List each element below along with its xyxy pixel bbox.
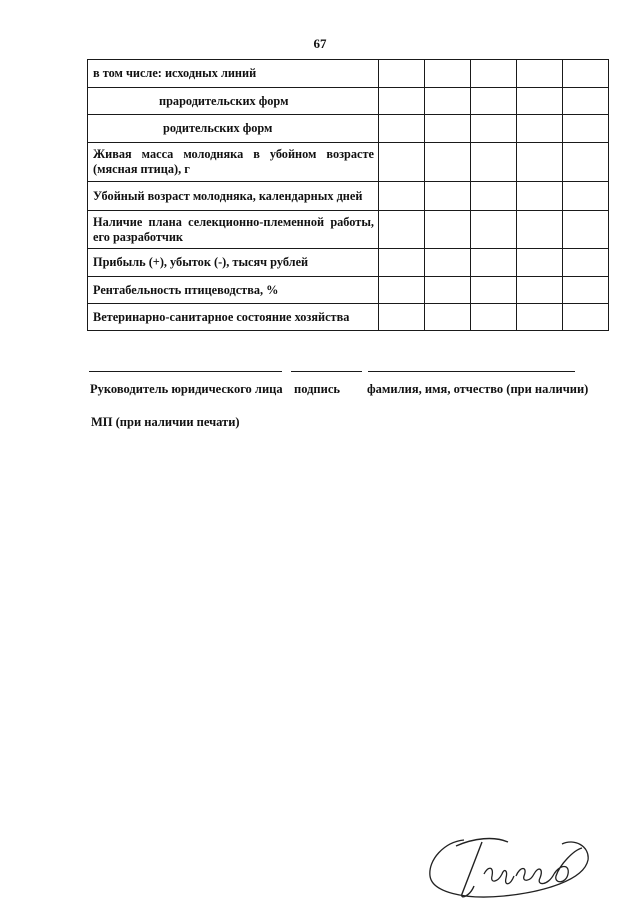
value-cell[interactable] <box>471 304 517 331</box>
name-caption: фамилия, имя, отчество (при наличии) <box>367 382 589 396</box>
value-cell[interactable] <box>425 143 471 182</box>
value-cell[interactable] <box>471 115 517 143</box>
row-label: Наличие плана селекционно-племенной работы, его разработчик <box>88 211 379 249</box>
value-cell[interactable] <box>379 143 425 182</box>
signature-sign-line <box>291 371 362 372</box>
row-label: Убойный возраст молодняка, календарных дней <box>88 182 379 211</box>
value-cell[interactable] <box>563 211 609 249</box>
value-cell[interactable] <box>563 60 609 88</box>
value-cell[interactable] <box>425 115 471 143</box>
table-row <box>88 277 609 304</box>
value-cell[interactable] <box>425 211 471 249</box>
head-caption: Руководитель юридического лица <box>90 382 283 396</box>
value-cell[interactable] <box>379 60 425 88</box>
seal-note: МП (при наличии печати) <box>91 415 240 429</box>
table-row <box>88 143 609 182</box>
value-cell[interactable] <box>471 211 517 249</box>
value-cell[interactable] <box>517 277 563 304</box>
value-cell[interactable] <box>379 277 425 304</box>
table-row <box>88 115 609 143</box>
value-cell[interactable] <box>425 277 471 304</box>
indicators-table <box>87 59 609 331</box>
value-cell[interactable] <box>425 88 471 115</box>
value-cell[interactable] <box>517 304 563 331</box>
value-cell[interactable] <box>517 143 563 182</box>
value-cell[interactable] <box>379 115 425 143</box>
value-cell[interactable] <box>471 143 517 182</box>
value-cell[interactable] <box>517 115 563 143</box>
row-label: в том числе: исходных линий <box>88 60 379 88</box>
value-cell[interactable] <box>471 182 517 211</box>
table-row <box>88 211 609 249</box>
value-cell[interactable] <box>563 277 609 304</box>
value-cell[interactable] <box>563 88 609 115</box>
page-number: 67 <box>313 36 327 51</box>
value-cell[interactable] <box>425 249 471 277</box>
value-cell[interactable] <box>563 143 609 182</box>
name-sign-line <box>368 371 575 372</box>
value-cell[interactable] <box>563 182 609 211</box>
handwritten-signature <box>424 830 594 902</box>
row-label: родительских форм <box>88 115 379 143</box>
value-cell[interactable] <box>517 88 563 115</box>
row-label: прародительских форм <box>88 88 379 115</box>
value-cell[interactable] <box>471 277 517 304</box>
value-cell[interactable] <box>517 60 563 88</box>
value-cell[interactable] <box>379 182 425 211</box>
value-cell[interactable] <box>563 249 609 277</box>
value-cell[interactable] <box>563 304 609 331</box>
head-sign-line <box>89 371 282 372</box>
value-cell[interactable] <box>517 182 563 211</box>
row-label: Живая масса молодняка в убойном возрасте (мясная птица), г <box>88 143 379 182</box>
signature-caption: подпись <box>294 382 340 396</box>
table-row <box>88 249 609 277</box>
table-row <box>88 304 609 331</box>
table-row <box>88 60 609 88</box>
value-cell[interactable] <box>379 304 425 331</box>
value-cell[interactable] <box>517 211 563 249</box>
row-label: Ветеринарно-санитарное состояние хозяйства <box>88 304 379 331</box>
value-cell[interactable] <box>425 182 471 211</box>
indicators-table-body <box>88 60 609 331</box>
value-cell[interactable] <box>563 115 609 143</box>
value-cell[interactable] <box>379 211 425 249</box>
value-cell[interactable] <box>471 60 517 88</box>
table-row <box>88 182 609 211</box>
value-cell[interactable] <box>425 304 471 331</box>
value-cell[interactable] <box>379 249 425 277</box>
table-row <box>88 88 609 115</box>
value-cell[interactable] <box>517 249 563 277</box>
value-cell[interactable] <box>379 88 425 115</box>
value-cell[interactable] <box>471 88 517 115</box>
row-label: Прибыль (+), убыток (-), тысяч рублей <box>88 249 379 277</box>
row-label: Рентабельность птицеводства, % <box>88 277 379 304</box>
value-cell[interactable] <box>425 60 471 88</box>
value-cell[interactable] <box>471 249 517 277</box>
